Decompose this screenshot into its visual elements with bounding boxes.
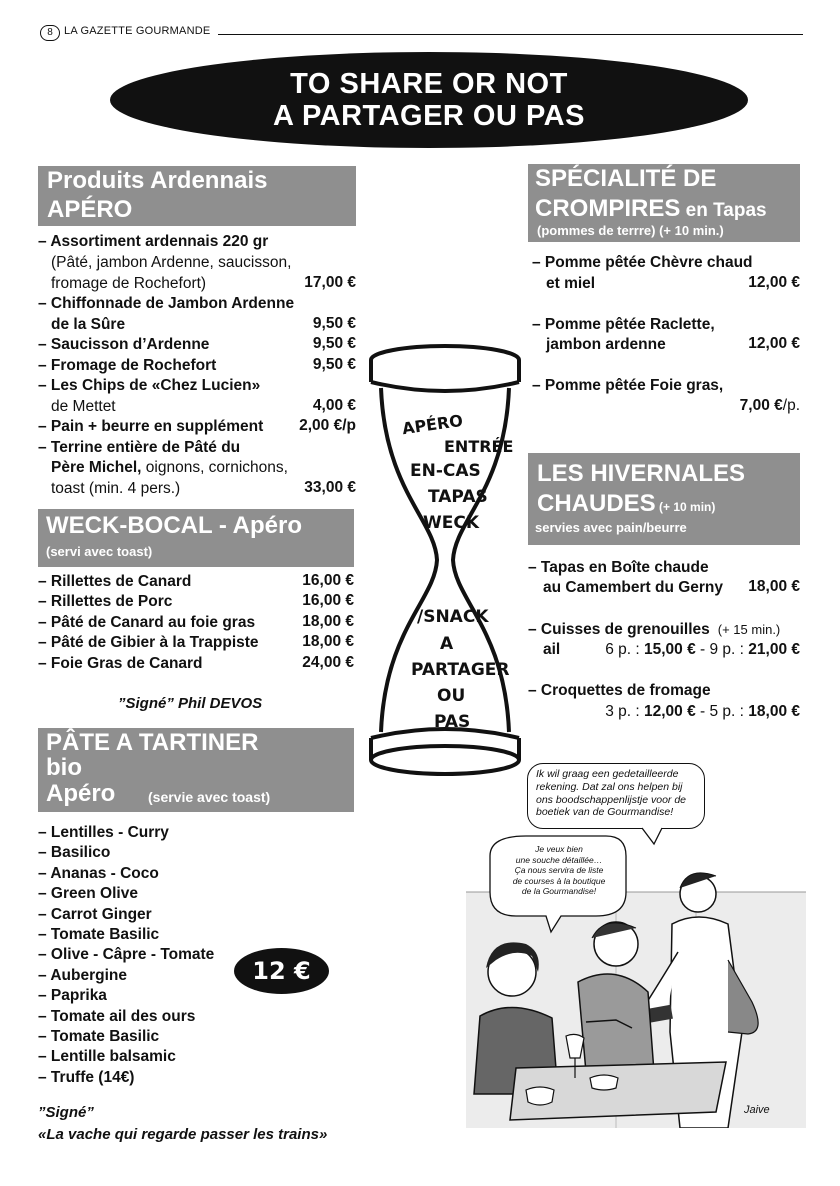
item-name: – Tomate Basilic xyxy=(38,1028,160,1045)
item-name: – Pomme pêtée Foie gras, xyxy=(532,377,724,394)
item-price: 17,00 € xyxy=(304,274,356,291)
item-name: – Lentilles - Curry xyxy=(38,824,169,841)
heading-tartiner-sub: (servie avec toast) xyxy=(148,789,271,805)
item-price: 4,00 € xyxy=(312,397,356,414)
heading-crompires-1: SPÉCIALITÉ DE xyxy=(535,165,717,192)
item-price-group xyxy=(740,397,800,415)
item-name: – Basilico xyxy=(38,844,111,862)
item-price: 16,00 € xyxy=(302,592,354,609)
section-heading-weck xyxy=(38,509,354,567)
publication-name: LA GAZETTE GOURMANDE xyxy=(64,25,211,37)
item-name-cont: de la Sûre xyxy=(51,316,126,333)
item-detail: toast (min. 4 pers.) xyxy=(51,480,181,497)
item-name: – Tapas en Boîte chaude xyxy=(528,559,709,576)
item-price: 18,00 € xyxy=(302,633,354,650)
hourglass-word: PARTAGER xyxy=(411,660,510,680)
item-name: – Rillettes de Canard xyxy=(38,573,192,590)
item-detail: (Pâté, jambon Ardenne, saucisson, xyxy=(51,254,292,271)
item-price: 18,00 € xyxy=(748,703,800,720)
item-name: – Pomme pêtée Chèvre chaud xyxy=(532,254,753,271)
item-price: 7,00 € xyxy=(739,397,783,414)
heading-hivernales-2b: (+ 10 min) xyxy=(655,500,716,514)
item-price: 12,00 € xyxy=(748,335,800,352)
speech-bubble-dutch xyxy=(527,763,705,829)
item-name-cont: Père Michel, xyxy=(51,459,142,476)
item-name: – Rillettes de Porc xyxy=(38,593,173,610)
item-price: 24,00 € xyxy=(302,654,354,671)
item-name-cont: et miel xyxy=(546,275,596,292)
artist-signature: Jaive xyxy=(744,1104,770,1116)
title-line-2: A PARTAGER OU PAS xyxy=(273,100,585,132)
section-heading-ardennais xyxy=(38,166,356,226)
hourglass-word: OU xyxy=(437,686,466,706)
item-price-line xyxy=(605,702,800,722)
tartiner-signed-label: ”Signé” xyxy=(38,1104,94,1121)
item-name: – Aubergine xyxy=(38,966,127,984)
item-price: 12,00 € xyxy=(748,274,800,291)
speech-bubble-dutch-text: Ik wil graag een gedetailleerde rekening. Dat zal ons helpen bij ons boodschappenlijstje voor de boetiek van de Gourmandise! xyxy=(536,768,687,819)
item-note: (+ 15 min.) xyxy=(717,622,781,637)
item-name: – Chiffonnade de Jambon Ardenne xyxy=(38,295,295,312)
hourglass-word: A xyxy=(440,634,454,654)
item-price: 9,50 € xyxy=(312,335,356,352)
hourglass-word: ENTRÉE xyxy=(444,437,514,456)
heading-hivernales-2: CHAUDES xyxy=(537,490,656,517)
page-number: 8 xyxy=(40,25,60,41)
hourglass-word: PAS xyxy=(434,712,471,732)
item-price: 18,00 € xyxy=(302,613,354,630)
heading-crompires-2b: en Tapas xyxy=(680,200,767,221)
item-price-suffix: /p. xyxy=(782,397,800,414)
item-price: 33,00 € xyxy=(304,479,356,496)
item-name: – Foie Gras de Canard xyxy=(38,655,203,672)
heading-hivernales-1: LES HIVERNALES xyxy=(537,460,746,487)
hourglass-word: WECK xyxy=(423,513,480,533)
item-name-cont: jambon ardenne xyxy=(546,336,666,353)
heading-hivernales-sub: servies avec pain/beurre xyxy=(535,520,687,535)
heading-ardennais-1: Produits Ardennais xyxy=(47,167,268,194)
heading-weck: WECK-BOCAL - Apéro xyxy=(46,512,302,539)
title-banner xyxy=(110,52,748,148)
item-name: – Pain + beurre en supplément xyxy=(38,418,264,435)
tartiner-signature: «La vache qui regarde passer les trains» xyxy=(38,1126,328,1143)
portion-label: - 9 p. : xyxy=(695,641,749,658)
item-name: – Carrot Ginger xyxy=(38,905,152,923)
item-name-cont: ail xyxy=(543,641,561,658)
item-detail: oignons, cornichons, xyxy=(141,459,288,476)
bubble-line: Je veux bien xyxy=(535,844,583,854)
item-name: – Cuisses de grenouilles xyxy=(528,621,710,638)
item-price: 15,00 € xyxy=(644,641,696,658)
item-name: – Croquettes de fromage xyxy=(528,682,711,699)
header-rule xyxy=(218,34,803,35)
bubble-line: une souche détaillée… xyxy=(515,854,603,865)
item-name: – Pâté de Canard au foie gras xyxy=(38,614,256,631)
heading-weck-sub: (servi avec toast) xyxy=(46,544,153,559)
item-price: 2,00 €/p xyxy=(299,417,356,434)
hourglass-word: EN-CAS xyxy=(410,461,481,481)
item-price: 9,50 € xyxy=(312,356,356,373)
item-price: 16,00 € xyxy=(302,572,354,589)
portion-label: - 5 p. : xyxy=(695,703,749,720)
portion-label: 3 p. : xyxy=(605,703,644,720)
item-name: – Saucisson d’Ardenne xyxy=(38,336,210,353)
item-price: 21,00 € xyxy=(748,641,800,658)
item-name: – Ananas - Coco xyxy=(38,864,159,882)
item-name: – Green Olive xyxy=(38,885,138,903)
speech-bubble-french xyxy=(496,844,622,897)
heading-tartiner-3: Apéro xyxy=(46,780,116,807)
heading-ardennais-2: APÉRO xyxy=(47,196,133,223)
item-name: – Lentille balsamic xyxy=(38,1048,176,1066)
item-name: – Pâté de Gibier à la Trappiste xyxy=(38,634,259,651)
item-price: 9,50 € xyxy=(312,315,356,332)
section-heading-tartiner xyxy=(38,728,354,812)
item-detail: fromage de Rochefort) xyxy=(51,275,207,292)
item-name: – Les Chips de «Chez Lucien» xyxy=(38,377,261,394)
item-name: – Fromage de Rochefort xyxy=(38,357,217,374)
item-name: – Pomme pêtée Raclette, xyxy=(532,316,715,333)
section-heading-hivernales xyxy=(528,453,800,545)
portion-label: 6 p. : xyxy=(605,641,644,658)
item-name: – Tomate Basilic xyxy=(38,926,160,943)
item-name: – Olive - Câpre - Tomate xyxy=(38,946,215,964)
heading-tartiner-1: PÂTE A TARTINER xyxy=(46,729,259,756)
heading-crompires-2: CROMPIRES xyxy=(535,195,681,222)
item-price-line xyxy=(605,640,800,660)
item-name: – Truffe (14€) xyxy=(38,1068,135,1086)
bubble-line: de la Gourmandise! xyxy=(521,886,597,896)
bubble-line: Ça nous servira de liste xyxy=(514,865,604,875)
section-heading-crompires xyxy=(528,164,800,242)
item-name: – Assortiment ardennais 220 gr xyxy=(38,233,269,250)
item-price: 18,00 € xyxy=(748,578,800,595)
item-name: – Terrine entière de Pâté du xyxy=(38,439,241,456)
weck-signature: ”Signé” Phil DEVOS xyxy=(118,695,263,712)
price-badge: 12 € xyxy=(234,948,329,994)
heading-crompires-sub: (pommes de terrre) (+ 10 min.) xyxy=(537,223,724,238)
item-name-cont: au Camembert du Gerny xyxy=(543,579,724,596)
heading-tartiner-2: bio xyxy=(46,754,82,781)
hourglass-word: TAPAS xyxy=(428,487,488,507)
item-name: – Tomate ail des ours xyxy=(38,1007,196,1025)
item-price: 12,00 € xyxy=(644,703,696,720)
item-detail: de Mettet xyxy=(51,398,116,415)
bubble-line: de courses à la boutique xyxy=(512,875,606,886)
title-line-1: TO SHARE OR NOT xyxy=(290,68,568,100)
hourglass-word: /SNACK xyxy=(417,607,489,627)
hourglass-word: APÉRO xyxy=(400,410,464,439)
item-name: – Paprika xyxy=(38,987,107,1005)
